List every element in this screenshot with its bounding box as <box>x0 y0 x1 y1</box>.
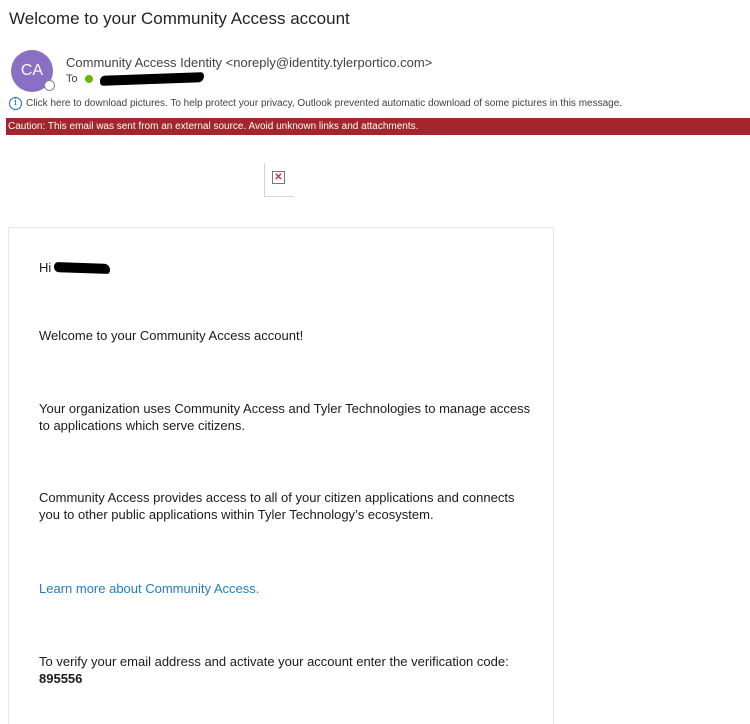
verification-code: 895556 <box>39 671 83 686</box>
to-label: To <box>66 73 78 85</box>
recipient-presence-icon <box>85 75 93 83</box>
learn-more-link[interactable]: Learn more about Community Access. <box>39 581 260 596</box>
organization-paragraph: Your organization uses Community Access and Tyler Technologies to manage access to applications which serve citizens. <box>39 401 531 433</box>
redacted-recipient[interactable] <box>99 72 203 86</box>
external-caution-banner: Caution: This email was sent from an external source. Avoid unknown links and attachments. <box>6 118 750 135</box>
broken-image-icon: ✕ <box>272 171 285 184</box>
access-paragraph: Community Access provides access to all of your citizen applications and connects you to other public applications within Tyler Technology’s ecosystem. <box>39 490 515 522</box>
presence-status-icon <box>44 80 55 91</box>
greeting <box>39 259 539 276</box>
avatar-initials: CA <box>20 62 44 79</box>
email-body-card <box>8 227 554 724</box>
welcome-text: Welcome to your Community Access account! <box>39 328 304 343</box>
email-subject: Welcome to your Community Access account <box>9 9 350 28</box>
sender-address[interactable]: Community Access Identity <noreply@identity.tylerportico.com> <box>66 55 433 70</box>
recipient-row <box>66 73 204 85</box>
download-pictures-text[interactable]: Click here to download pictures. To help protect your privacy, Outlook prevented automatic download of some pictures in this message. <box>26 98 623 109</box>
info-icon: i <box>9 97 22 110</box>
broken-image-placeholder <box>264 163 294 197</box>
verification-paragraph <box>39 653 539 687</box>
redacted-name <box>54 262 110 274</box>
greeting-text: Hi <box>39 260 52 275</box>
download-pictures-notice[interactable] <box>9 97 622 110</box>
verification-text: To verify your email address and activate your account enter the verification code: <box>39 654 509 669</box>
